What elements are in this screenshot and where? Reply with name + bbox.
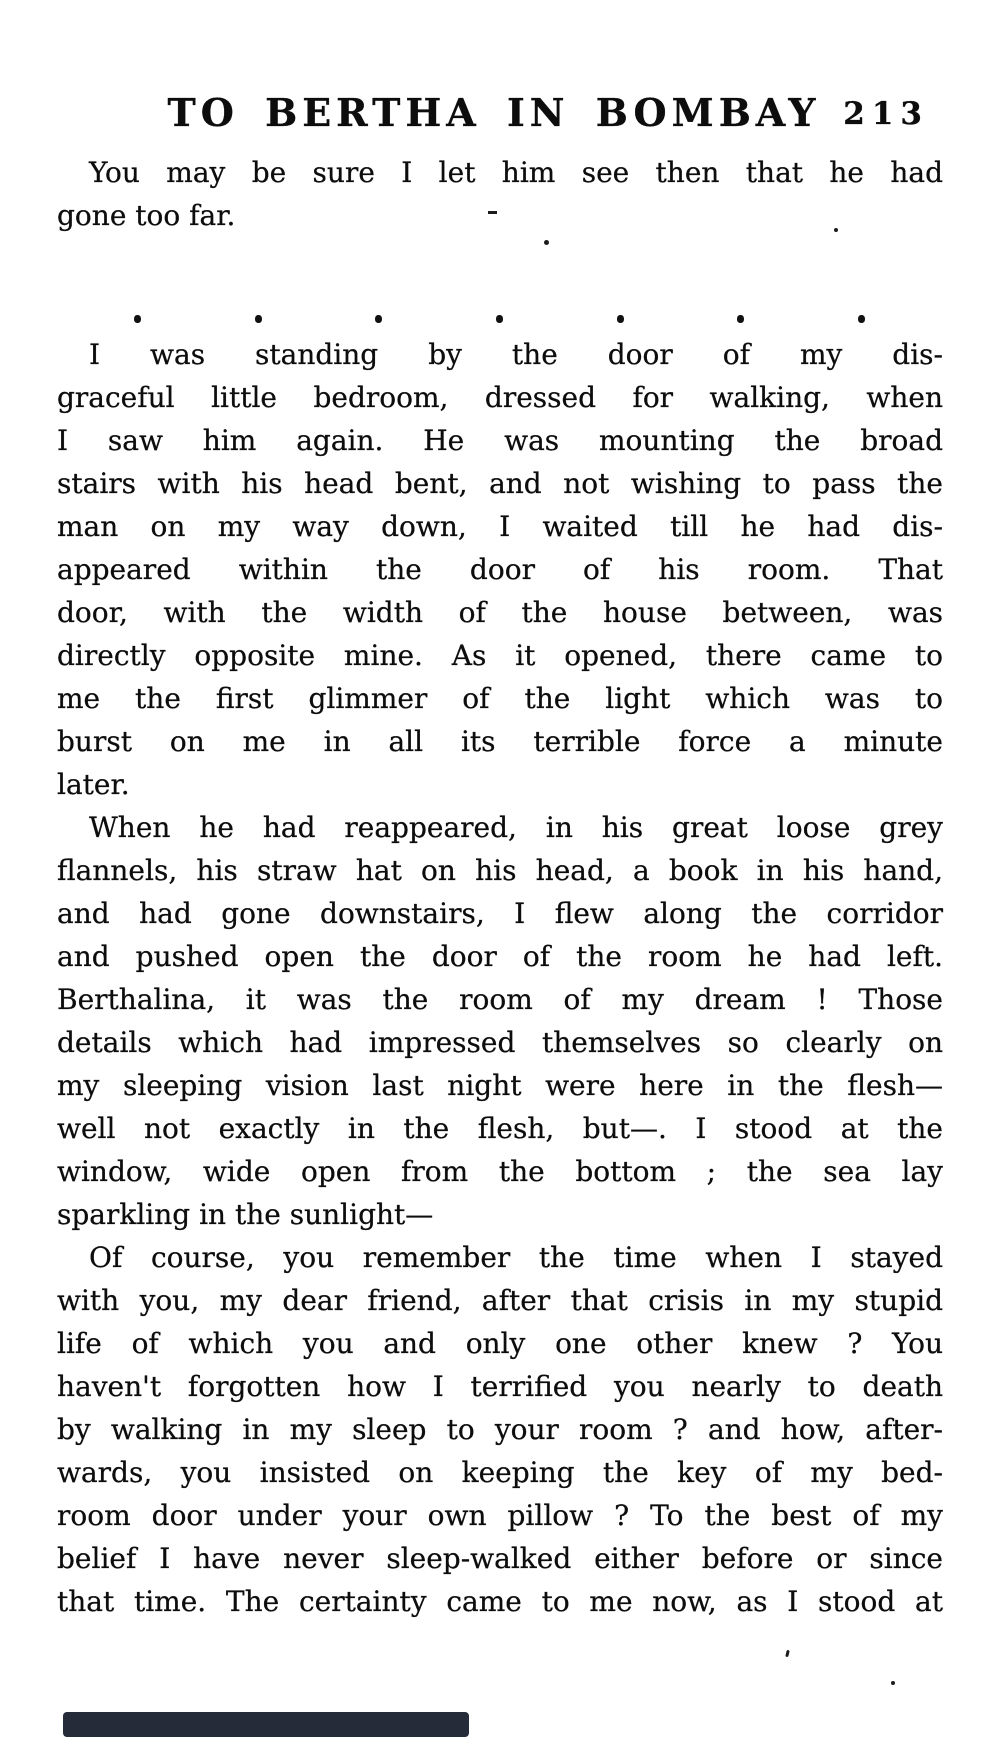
text-line: Of course, you remember the time when I stayed [89, 1241, 943, 1274]
text-line: appeared within the door of his room. That [57, 553, 943, 586]
text-line: with you, my dear friend, after that crisis in my stupid [57, 1284, 943, 1317]
text-line: that time. The certainty came to me now, as I stood at [57, 1585, 943, 1618]
ink-speck [891, 1681, 895, 1685]
paragraph-1 [57, 151, 943, 237]
text-line: sparkling in the sunlight— [57, 1198, 434, 1231]
section-separator-dots [57, 237, 943, 333]
scan-bottom-bar [63, 1712, 469, 1737]
paragraph-3 [57, 806, 943, 1236]
separator-dot [134, 315, 141, 323]
text-line: I was standing by the door of my dis- [89, 338, 943, 371]
text-line: graceful little bedroom, dressed for walking, when [57, 381, 943, 414]
text-line: stairs with his head bent, and not wishing to pass the [57, 467, 943, 500]
text-line: and pushed open the door of the room he had left. [57, 940, 943, 973]
text-line: I saw him again. He was mounting the broad [57, 424, 943, 457]
text-line: well not exactly in the flesh, but—. I stood at the [57, 1112, 943, 1145]
text-line: Berthalina, it was the room of my dream ! Those [57, 983, 943, 1016]
page-header [0, 88, 1000, 138]
separator-dot [255, 315, 262, 323]
text-line: You may be sure I let him see then that he had [89, 156, 943, 189]
text-line: my sleeping vision last night were here in the flesh— [57, 1069, 943, 1102]
text-line: window, wide open from the bottom ; the sea lay [57, 1155, 943, 1188]
ink-speck [834, 228, 838, 232]
paragraph-4 [57, 1236, 943, 1623]
text-line: wards, you insisted on keeping the key of my bed- [57, 1456, 943, 1489]
separator-dot [617, 315, 624, 323]
separator-dot [496, 315, 503, 323]
text-line: flannels, his straw hat on his head, a book in his hand, [57, 854, 943, 887]
page-number: 213 [843, 96, 929, 132]
text-line: life of which you and only one other knew ? You [57, 1327, 943, 1360]
text-line: directly opposite mine. As it opened, there came to [57, 639, 943, 672]
text-line: gone too far. [57, 199, 236, 232]
ink-speck [488, 211, 497, 214]
text-line: details which had impressed themselves so clearly on [57, 1026, 943, 1059]
text-line: When he had reappeared, in his great loose grey [89, 811, 943, 844]
text-line: later. [57, 768, 130, 801]
text-line: room door under your own pillow ? To the best of my [57, 1499, 943, 1532]
separator-dot [375, 315, 382, 323]
running-title: TO BERTHA IN BOMBAY [167, 90, 821, 135]
text-line: burst on me in all its terrible force a minute [57, 725, 943, 758]
text-line: by walking in my sleep to your room ? and how, after- [57, 1413, 943, 1446]
page-text [57, 151, 943, 1623]
separator-dot [858, 315, 865, 323]
text-line: haven't forgotten how I terrified you nearly to death [57, 1370, 943, 1403]
text-line: man on my way down, I waited till he had dis- [57, 510, 943, 543]
text-line: belief I have never sleep-walked either before or since [57, 1542, 943, 1575]
separator-dot [737, 315, 744, 323]
text-line: me the first glimmer of the light which was to [57, 682, 943, 715]
text-line: and had gone downstairs, I flew along the corridor [57, 897, 943, 930]
text-line: door, with the width of the house between, was [57, 596, 943, 629]
paragraph-2 [57, 333, 943, 806]
ink-speck [785, 1650, 790, 1658]
ink-speck [544, 240, 549, 245]
